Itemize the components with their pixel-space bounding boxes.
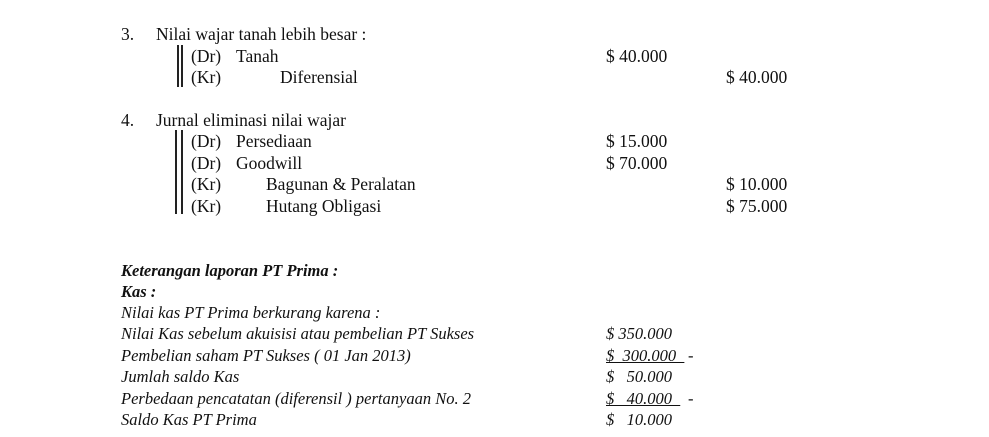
kas-row-label: Pembelian saham PT Sukses ( 01 Jan 2013) xyxy=(121,346,411,365)
entry-debit: $ 40.000 xyxy=(606,46,668,66)
entry-debit: $ 70.000 xyxy=(606,153,668,173)
entry-account: Persediaan xyxy=(236,131,312,151)
kas-row-amount: $ 350.000 xyxy=(606,324,672,343)
entry-account: Bagunan & Peralatan xyxy=(266,174,416,194)
item3-number: 3. xyxy=(121,24,135,44)
kas-row-label: Jumlah saldo Kas xyxy=(121,367,240,386)
kas-row-amount: $ 40.000 xyxy=(606,389,681,408)
entry-side: (Kr) xyxy=(191,174,222,194)
journal-bracket xyxy=(175,130,177,214)
entry-side: (Kr) xyxy=(191,67,222,87)
entry-account: Goodwill xyxy=(236,153,303,173)
entry-credit: $ 75.000 xyxy=(726,196,788,216)
kas-row-operator: - xyxy=(688,346,694,365)
kas-row-label: Perbedaan pencatatan (diferensil ) pertanyaan No. 2 xyxy=(121,389,471,408)
kas-row-operator: - xyxy=(688,389,694,408)
entry-account: Diferensial xyxy=(280,67,358,87)
journal-bracket xyxy=(181,130,183,214)
item4-heading: Jurnal eliminasi nilai wajar xyxy=(156,110,347,130)
kas-subtitle: Kas : xyxy=(121,282,157,301)
entry-side: (Dr) xyxy=(191,153,222,173)
entry-side: (Dr) xyxy=(191,131,222,151)
entry-account: Tanah xyxy=(236,46,279,66)
kas-row-amount: $ 50.000 xyxy=(606,367,672,386)
entry-side: (Dr) xyxy=(191,46,222,66)
kas-row-amount: $ 10.000 xyxy=(606,410,672,429)
entry-side: (Kr) xyxy=(191,196,222,216)
kas-intro: Nilai kas PT Prima berkurang karena : xyxy=(121,303,381,322)
entry-credit: $ 40.000 xyxy=(726,67,788,87)
item4-number: 4. xyxy=(121,110,135,130)
kas-row-label: Saldo Kas PT Prima xyxy=(121,410,257,429)
journal-bracket xyxy=(181,45,183,87)
entry-credit: $ 10.000 xyxy=(726,174,788,194)
kas-row-amount: $ 300.000 xyxy=(606,346,685,365)
journal-bracket xyxy=(177,45,179,87)
entry-debit: $ 15.000 xyxy=(606,131,668,151)
item3-heading: Nilai wajar tanah lebih besar : xyxy=(156,24,367,44)
kas-row-label: Nilai Kas sebelum akuisisi atau pembelian PT Sukses xyxy=(121,324,475,343)
entry-account: Hutang Obligasi xyxy=(266,196,382,216)
keterangan-title: Keterangan laporan PT Prima : xyxy=(121,261,339,280)
